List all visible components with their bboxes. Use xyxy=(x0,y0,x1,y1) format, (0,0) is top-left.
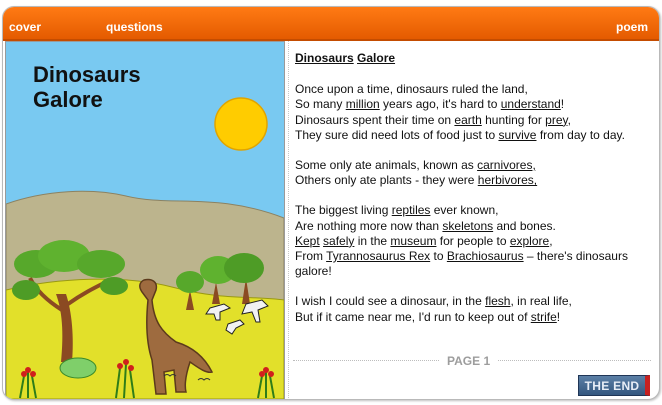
the-end-button[interactable] xyxy=(578,375,650,396)
cover-title-line: Galore xyxy=(33,87,103,112)
vocab-link-reptiles[interactable]: reptiles xyxy=(391,203,431,218)
poem-line: So many million years ago, it's hard to understand! xyxy=(295,97,565,112)
poem-stanza xyxy=(295,82,655,143)
vocab-link-carnivores[interactable]: carnivores, xyxy=(477,158,536,173)
vocab-link-skeletons[interactable]: skeletons xyxy=(442,218,494,233)
vocab-link-safely[interactable]: safely xyxy=(323,233,355,248)
dinosaur-illustration xyxy=(5,41,285,400)
poem-line: Are nothing more now than skeletons and bones. xyxy=(295,218,556,233)
poem-line: Kept safely in the museum for people to explore, xyxy=(295,233,553,248)
vocab-link-understand[interactable]: understand xyxy=(500,97,561,112)
poem-title xyxy=(295,51,655,66)
poem-stanza xyxy=(295,158,655,188)
vocab-link-brachiosaurus[interactable]: Brachiosaurus xyxy=(446,249,524,264)
poem-stanza xyxy=(295,294,655,324)
the-end-label: THE END xyxy=(584,378,640,393)
vocab-link-prey[interactable]: prey, xyxy=(545,112,571,127)
bush xyxy=(60,358,96,378)
poem-line: Dinosaurs spent their time on earth hunting for prey, xyxy=(295,112,571,127)
poem-line: Others only ate plants - they were herbivores, xyxy=(295,173,538,188)
cover-title xyxy=(33,62,193,112)
cover-title-line: Dinosaurs xyxy=(33,62,141,87)
nav-poem-link[interactable]: poem xyxy=(616,20,649,34)
vocab-link-museum[interactable]: museum xyxy=(390,233,437,248)
vocab-link-tyrannosaurus-rex[interactable]: Tyrannosaurus Rex xyxy=(326,249,431,264)
poem-line: I wish I could see a dinosaur, in the flesh, in real life, xyxy=(295,294,572,309)
poem-title-word: Dinosaurs xyxy=(295,51,354,65)
poem-title-word: Galore xyxy=(357,51,396,65)
vocab-link-earth[interactable]: earth xyxy=(454,112,482,127)
poem-line: But if it came near me, I'd run to keep out of strife! xyxy=(295,309,561,324)
book-frame xyxy=(2,6,660,400)
poem-line: They sure did need lots of food just to survive from day to day. xyxy=(295,127,625,142)
nav-cover-link[interactable]: cover xyxy=(9,20,42,34)
poem-line: The biggest living reptiles ever known, xyxy=(295,203,499,218)
poem-line: From Tyrannosaurus Rex to Brachiosaurus – there's dinosaurs galore! xyxy=(295,249,628,279)
sun-icon xyxy=(215,98,267,150)
vocab-link-explore[interactable]: explore xyxy=(509,233,550,248)
vocab-link-strife[interactable]: strife xyxy=(530,309,557,324)
vocab-link-flesh[interactable]: flesh xyxy=(485,294,511,309)
poem-line: Some only ate animals, known as carnivores, xyxy=(295,158,536,173)
vocab-link-survive[interactable]: survive xyxy=(498,127,537,142)
top-navigation-bar xyxy=(3,7,659,41)
poem-stanza xyxy=(295,203,655,279)
nav-questions-link[interactable]: questions xyxy=(106,20,163,34)
page-number: PAGE 1 xyxy=(439,354,498,368)
vocab-link-million[interactable]: million xyxy=(345,97,380,112)
vocab-link-herbivores[interactable]: herbivores, xyxy=(477,173,538,188)
poem-line: Once upon a time, dinosaurs ruled the land, xyxy=(295,82,528,97)
poem-text xyxy=(295,51,655,340)
poem-panel xyxy=(288,41,659,398)
vocab-link-kept[interactable]: Kept xyxy=(295,233,320,248)
